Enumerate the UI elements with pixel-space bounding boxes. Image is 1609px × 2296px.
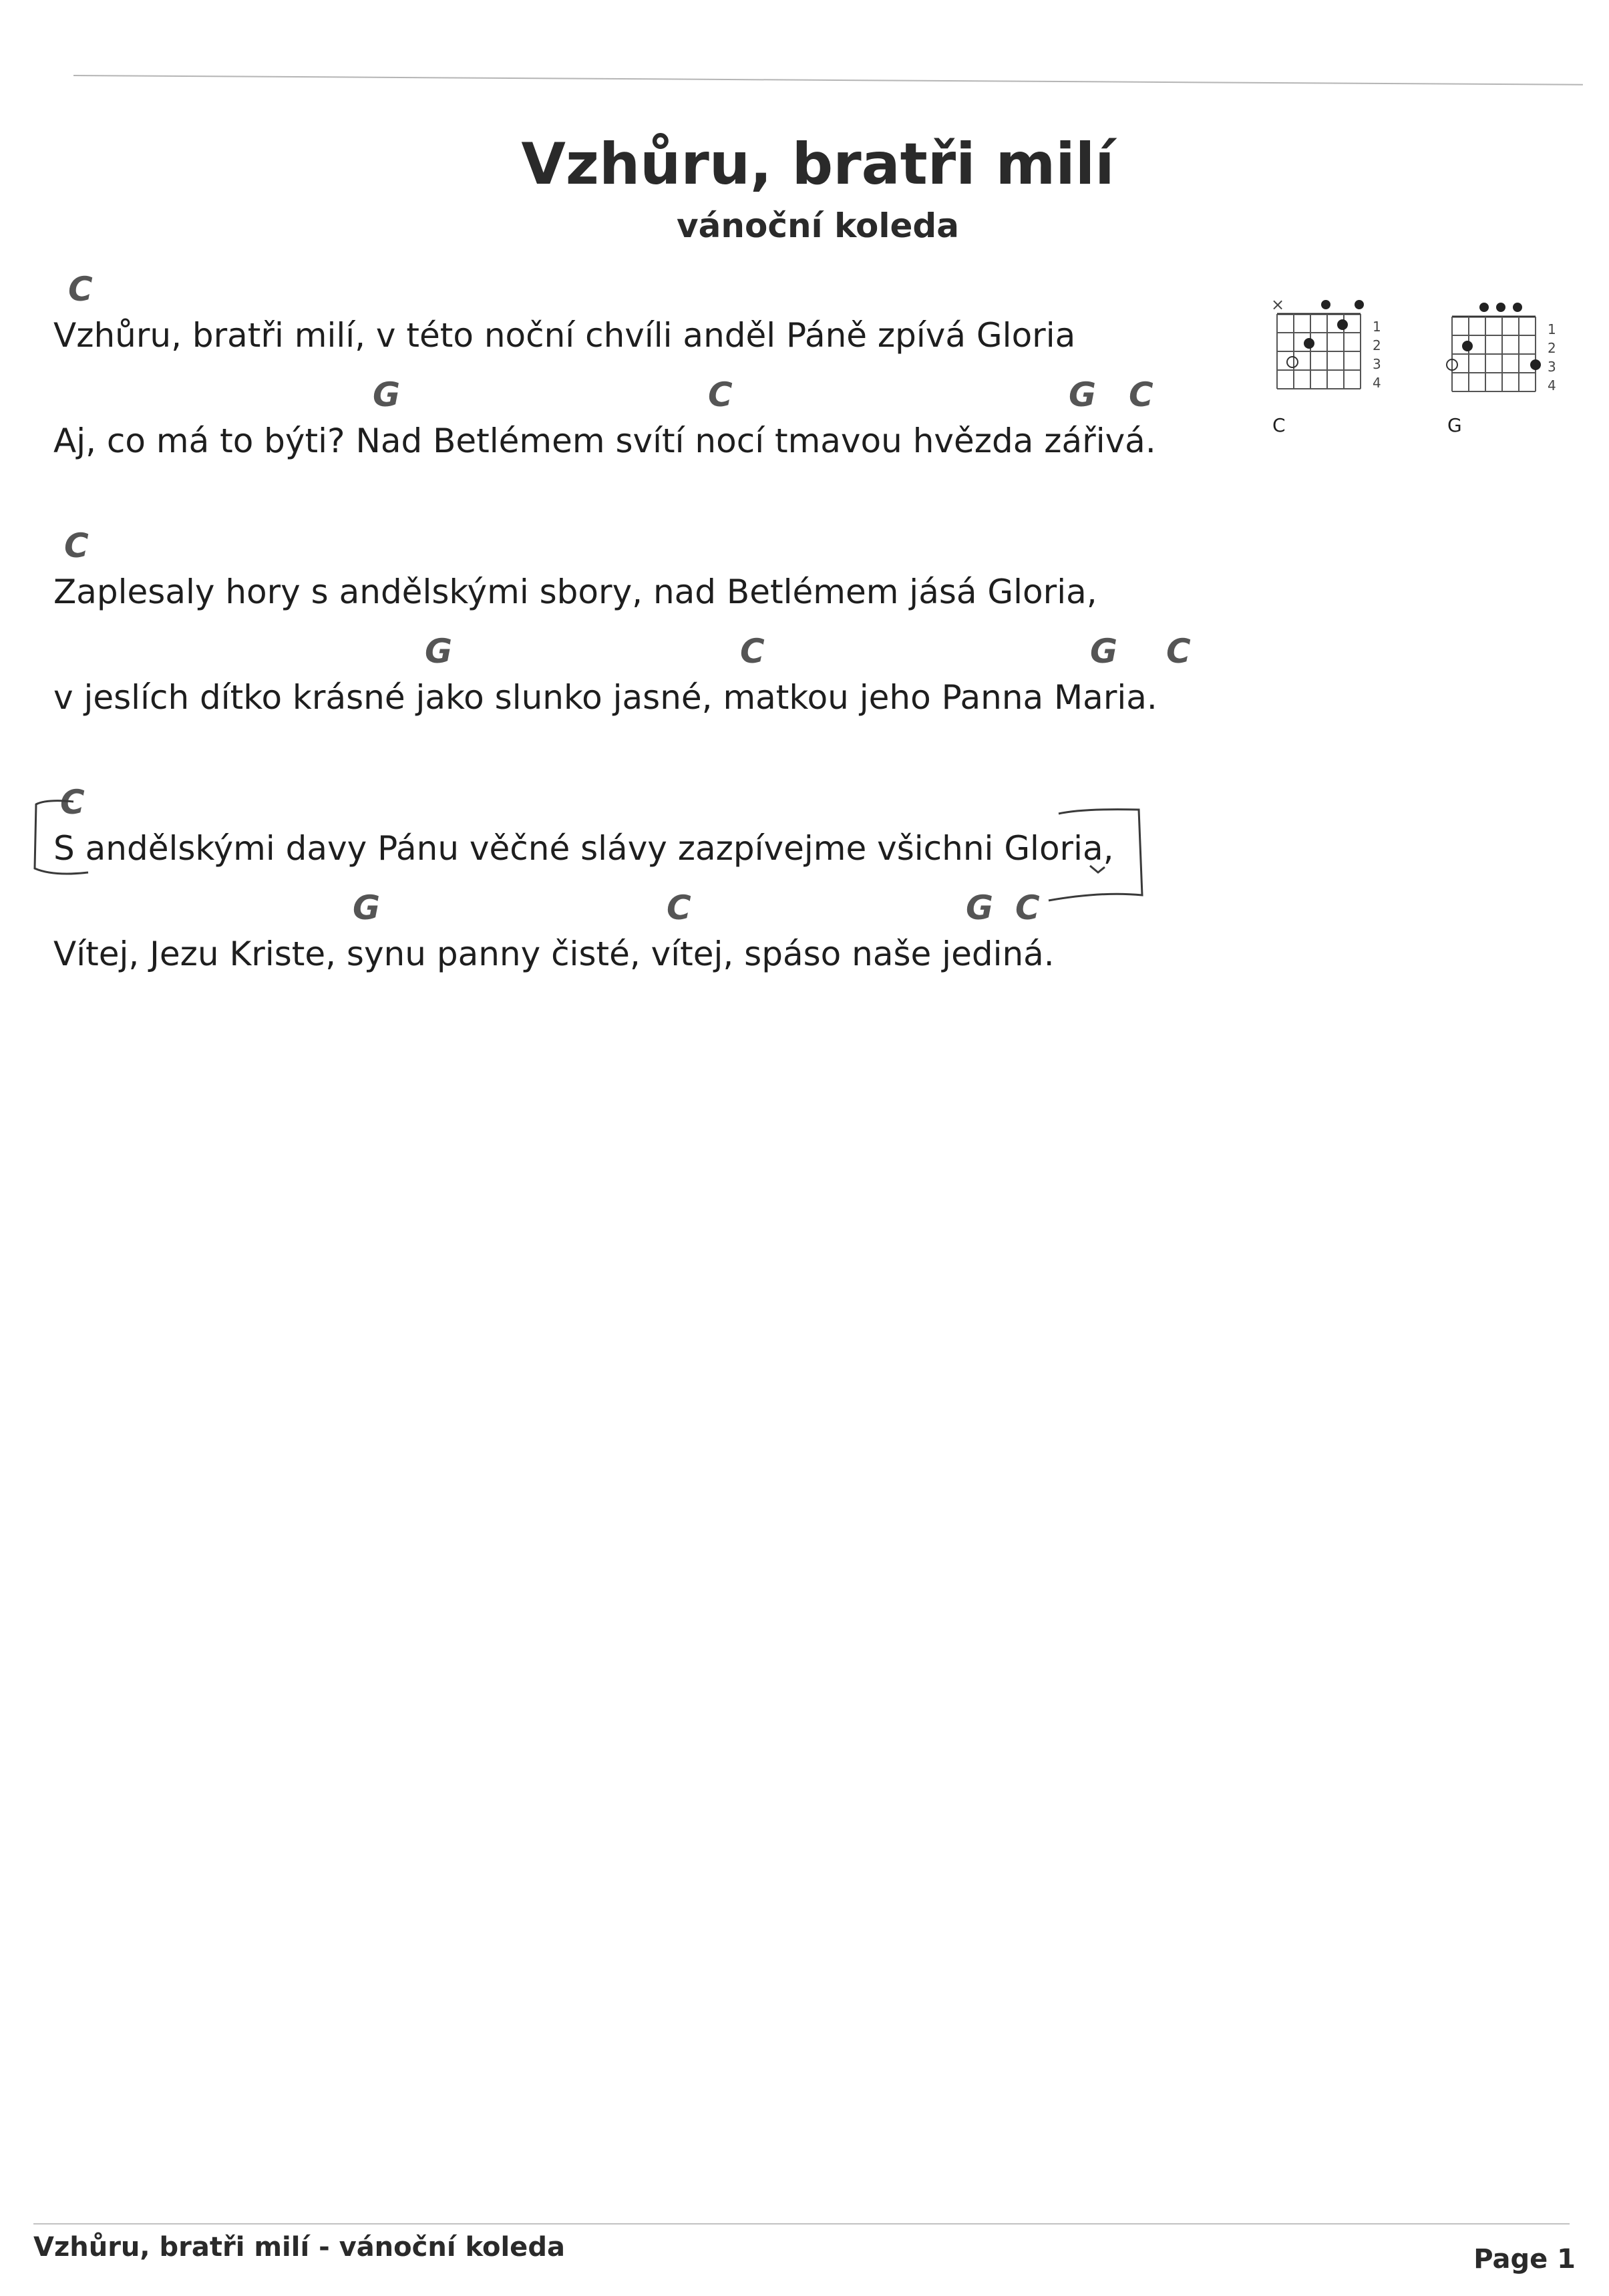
- chord-diagrams: [1266, 294, 1580, 448]
- chord-diagram-c: [1266, 294, 1413, 436]
- verse-2: [53, 527, 1222, 738]
- verse-line: [53, 271, 1222, 376]
- footer-song-title: Vzhůru, bratři milí - vánoční koleda: [33, 2232, 565, 2263]
- verse-line: [53, 527, 1222, 633]
- svg-text:4: 4: [1548, 377, 1556, 393]
- chord-label: G: [353, 888, 381, 927]
- lyric-line: Aj, co má to býti? Nad Betlémem svítí nocí tmavou hvězda zářivá.: [53, 422, 1156, 460]
- fretboard-grid-icon: [1266, 294, 1413, 414]
- chord-label: G: [1069, 375, 1097, 414]
- song-subtitle: vánoční koleda: [677, 206, 959, 245]
- chord-label: C: [1166, 632, 1191, 671]
- svg-text:×: ×: [1271, 295, 1285, 314]
- lyric-line: Vítej, Jezu Kriste, synu panny čisté, vítej, spáso naše jediná.: [53, 935, 1055, 973]
- svg-text:1: 1: [1373, 319, 1381, 335]
- top-rule: [73, 75, 1583, 86]
- svg-text:3: 3: [1373, 356, 1381, 372]
- svg-text:2: 2: [1373, 337, 1381, 353]
- verse-line: [53, 376, 1222, 482]
- chord-label: G: [425, 632, 453, 671]
- footer-rule: [33, 2223, 1570, 2225]
- chord-label: C: [1015, 888, 1040, 927]
- verse-line: [53, 633, 1222, 738]
- song-body: [53, 271, 1222, 1040]
- fretboard-grid-icon: [1441, 294, 1588, 414]
- handwritten-bracket-mark: [27, 782, 1162, 915]
- svg-text:4: 4: [1373, 375, 1381, 391]
- chord-diagram-label: C: [1272, 414, 1286, 436]
- chord-label: C: [60, 783, 85, 822]
- svg-text:3: 3: [1548, 359, 1556, 375]
- chord-label: C: [708, 375, 733, 414]
- lyric-line: S andělskými davy Pánu věčné slávy zazpívejme všichni Gloria,: [53, 829, 1114, 868]
- page-number: Page 1: [1473, 2244, 1576, 2275]
- chord-label: C: [68, 270, 93, 309]
- chord-label: G: [966, 888, 994, 927]
- chord-diagram-label: G: [1447, 414, 1462, 436]
- chord-diagram-g: [1441, 294, 1588, 436]
- chord-label: C: [740, 632, 765, 671]
- lyric-line: Vzhůru, bratři milí, v této noční chvíli anděl Páně zpívá Gloria: [53, 316, 1076, 355]
- lyric-line: v jeslích dítko krásné jako slunko jasné, matkou jeho Panna Maria.: [53, 678, 1157, 717]
- verse-1: [53, 271, 1222, 482]
- chord-label: G: [1090, 632, 1118, 671]
- chord-label: C: [64, 526, 89, 565]
- chord-label: G: [373, 375, 401, 414]
- chord-label: C: [1129, 375, 1153, 414]
- svg-text:1: 1: [1548, 321, 1556, 337]
- lyric-line: Zaplesaly hory s andělskými sbory, nad Betlémem jásá Gloria,: [53, 572, 1097, 611]
- song-title: Vzhůru, bratři milí: [521, 131, 1115, 198]
- chord-label: C: [667, 888, 691, 927]
- svg-text:2: 2: [1548, 340, 1556, 356]
